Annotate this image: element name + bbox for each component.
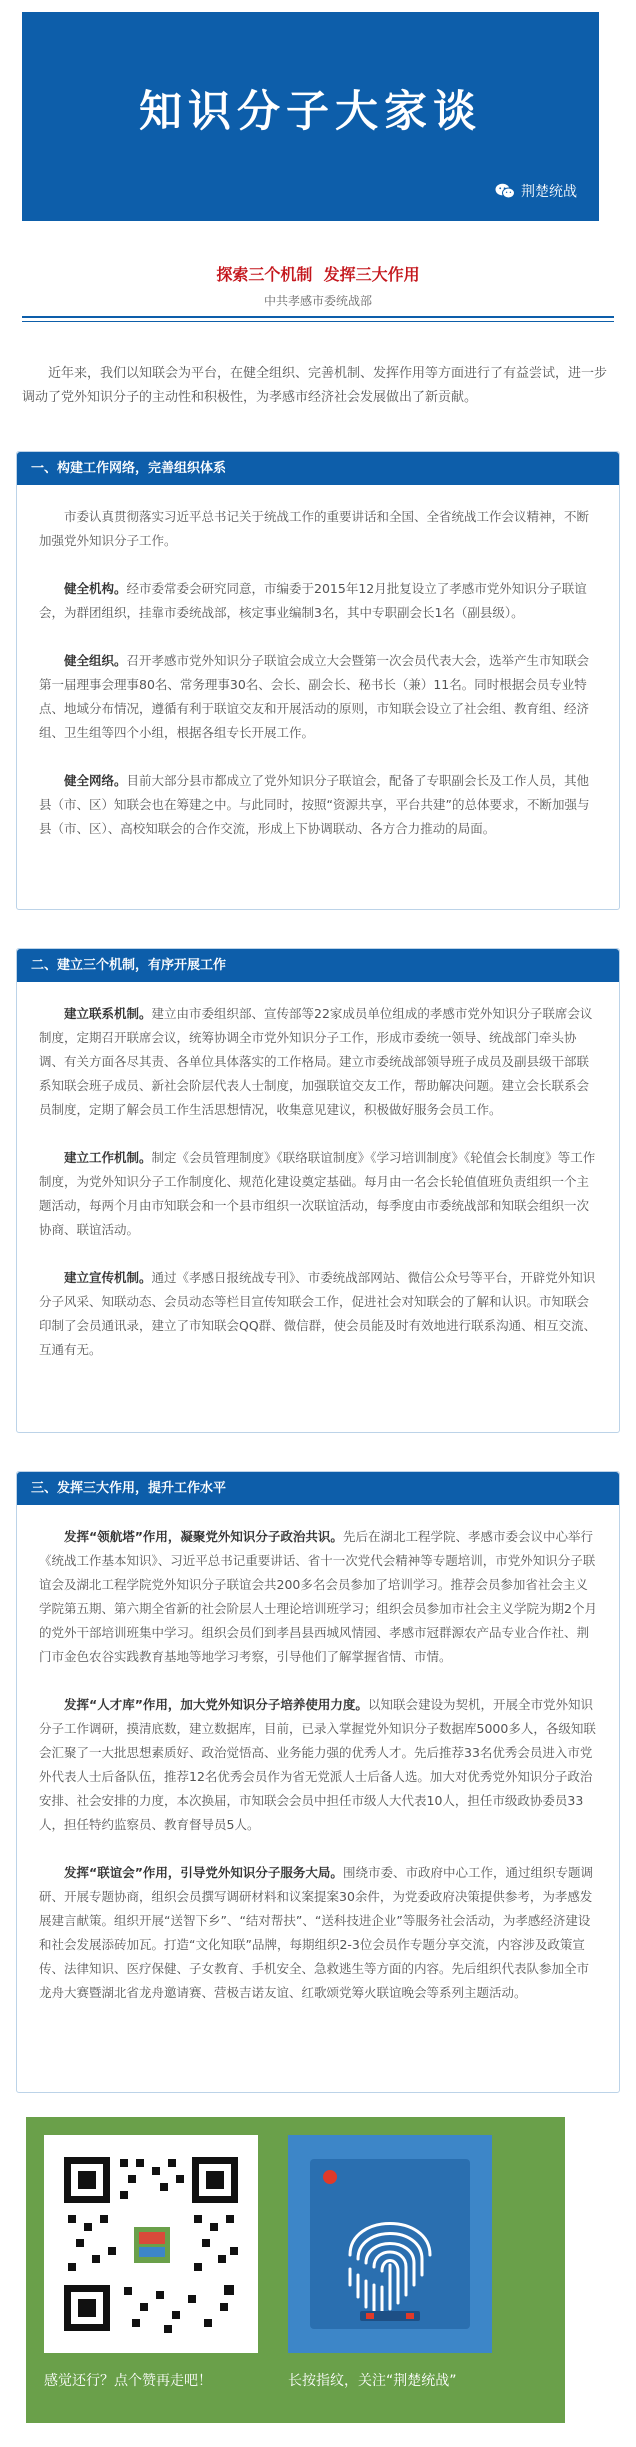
section-heading: 三、发挥三大作用，提升工作水平 <box>17 1472 619 1505</box>
paragraph-lead: 建立联系机制。 <box>64 1006 152 1021</box>
paragraph-lead: 建立工作机制。 <box>64 1150 152 1165</box>
wechat-icon <box>495 183 515 199</box>
section-paragraph: 发挥“联谊会”作用，引导党外知识分子服务大局。围绕市委、市政府中心工作，通过组织专题调研、开展专题协商，组织会员撰写调研材料和议案提案30余件，为党委政府决策提供参考，为孝感发展建言献策。组织开展“送智下乡”、“结对帮扶”、“送科技进企业”等服务社会活动，为孝感经济建设和社会发展添砖加瓦。打造“文化知联”品牌，每期组织2-3位会员作专题分享交流，内容涉及政策宣传、法律知识、医疗保健、子女教育、手机安全、急救逃生等方面的内容。先后组织代表队参加全市龙舟大赛暨湖北省龙舟邀请赛、营极吉诺友谊、红歌颂党筹火联谊晚会等系列主题活动。 <box>39 1865 593 2000</box>
section-card <box>16 948 620 1433</box>
fingerprint-button[interactable] <box>288 2135 492 2353</box>
fingerprint-icon <box>288 2135 492 2353</box>
section-body <box>17 1505 619 2005</box>
paragraph-lead: 发挥“领航塔”作用，凝聚党外知识分子政治共识。 <box>64 1529 343 1544</box>
banner-title: 知识分子大家谈 <box>139 87 482 137</box>
section-card <box>16 451 620 910</box>
brand-name: 荆楚统战 <box>521 184 577 200</box>
section-paragraph: 建立联系机制。建立由市委组织部、宣传部等22家成员单位组成的孝感市党外知识分子联席会议制度，定期召开联席会议，统筹协调全市党外知识分子工作，形成市委统一领导、统战部门牵头协调、有关方面各尽其责、各单位具体落实的工作格局。建立市委统战部领导班子成员及副县级干部联系知联会班子成员、新社会阶层代表人士制度，加强联谊交友工作，帮助解决问题。建立会长联系会员制度，定期了解会员工作生活思想情况，收集意见建议，积极做好服务会员工作。 <box>39 1006 593 1117</box>
section-body <box>17 485 619 841</box>
section-paragraph: 建立工作机制。制定《会员管理制度》《联络联谊制度》《学习培训制度》《轮值会长制度》等工作制度，为党外知识分子工作制度化、规范化建设奠定基础。每月由一名会长轮值值班负责组织一个主题活动，每两个月由市知联会和一个县市组织一次联谊活动，每季度由市委统战部和知联会组织一次协商、联谊活动。 <box>39 1150 596 1237</box>
section-paragraph: 建立宣传机制。通过《孝感日报统战专刊》、市委统战部网站、微信公众号等平台，开辟党外知识分子风采、知联动态、会员动态等栏目宣传知联会工作，促进社会对知联会的了解和认识。市知联会印制了会员通讯录，建立了市知联会QQ群、微信群，使会员能及时有效地进行联系沟通、相互交流、互通有无。 <box>39 1270 597 1357</box>
divider-thin <box>22 321 614 322</box>
qr-code-icon <box>44 2135 258 2353</box>
paragraph-lead: 建立宣传机制。 <box>64 1270 152 1285</box>
section-card <box>16 1471 620 2093</box>
follow-caption: 长按指纹，关注“荆楚统战” <box>288 2373 457 2389</box>
paragraph-lead: 健全组织。 <box>64 653 127 668</box>
brand-logo <box>495 181 577 201</box>
like-caption: 感觉还行？点个赞再走吧！ <box>44 2373 212 2389</box>
section-paragraph: 市委认真贯彻落实习近平总书记关于统战工作的重要讲话和全国、全省统战工作会议精神，不断加强党外知识分子工作。 <box>39 509 590 548</box>
paragraph-lead: 健全机构。 <box>64 581 127 596</box>
footer-panel <box>26 2117 565 2423</box>
header-banner <box>22 12 599 221</box>
qr-code[interactable] <box>44 2135 258 2353</box>
intro-paragraph: 近年来，我们以知联会为平台，在健全组织、完善机制、发挥作用等方面进行了有益尝试，进一步调动了党外知识分子的主动性和积极性，为孝感市经济社会发展做出了新贡献。 <box>22 366 608 405</box>
article-subtitle: 探索三个机制 发挥三大作用 <box>216 265 420 284</box>
section-paragraph: 健全机构。经市委常委会研究同意，市编委于2015年12月批复设立了孝感市党外知识分子联谊会，为群团组织，挂靠市委统战部，核定事业编制3名，其中专职副会长1名（副县级）。 <box>39 581 587 620</box>
article-source: 中共孝感市委统战部 <box>263 294 372 308</box>
divider-thick <box>22 316 614 318</box>
section-heading: 二、建立三个机制，有序开展工作 <box>17 949 619 982</box>
section-paragraph: 健全组织。召开孝感市党外知识分子联谊会成立大会暨第一次会员代表大会，选举产生市知联会第一届理事会理事80名、常务理事30名、会长、副会长、秘书长（兼）11名。同时根据会员专业特点、地域分布情况，遵循有利于联谊交友和开展活动的原则，市知联会设立了社会组、教育组、经济组、卫生组等四个小组，根据各组专长开展工作。 <box>39 653 590 740</box>
section-body <box>17 982 619 1362</box>
section-paragraph: 发挥“人才库”作用，加大党外知识分子培养使用力度。以知联会建设为契机，开展全市党外知识分子工作调研，摸清底数，建立数据库，目前，已录入掌握党外知识分子数据库5000多人，各级知联会汇聚了一大批思想素质好、政治觉悟高、业务能力强的优秀人才。先后推荐33名优秀会员进入市党外代表人士后备队伍，推荐12名优秀会员作为省无党派人士后备人选。加大对优秀党外知识分子政治安排、社会安排的力度，本次换届，市知联会会员中担任市级人大代表10人，担任市级政协委员33人，担任特约监察员、教育督导员5人。 <box>39 1697 596 1832</box>
paragraph-lead: 健全网络。 <box>64 773 127 788</box>
section-paragraph: 健全网络。目前大部分县市都成立了党外知识分子联谊会，配备了专职副会长及工作人员，其他县（市、区）知联会也在筹建之中。与此同时，按照“资源共享，平台共建”的总体要求，不断加强与县（市、区）、高校知联会的合作交流，形成上下协调联动、各方合力推动的局面。 <box>39 773 590 836</box>
paragraph-lead: 发挥“联谊会”作用，引导党外知识分子服务大局。 <box>64 1865 343 1880</box>
paragraph-lead: 发挥“人才库”作用，加大党外知识分子培养使用力度。 <box>64 1697 368 1712</box>
section-heading: 一、构建工作网络，完善组织体系 <box>17 452 619 485</box>
section-paragraph: 发挥“领航塔”作用，凝聚党外知识分子政治共识。先后在湖北工程学院、孝感市委会议中心举行《统战工作基本知识》、习近平总书记重要讲话、省十一次党代会精神等专题培训，市党外知识分子联谊会及湖北工程学院党外知识分子联谊会共200多名会员参加了培训学习。推荐会员参加省社会主义学院第五期、第六期全省新的社会阶层人士理论培训班学习；组织会员参加市社会主义学院为期2个月的党外干部培训班集中学习。组织会员们到孝昌县西城风情园、孝感市冠群源农产品专业合作社、荆门市金色农谷实践教育基地等地学习考察，引导他们了解掌握省情、市情。 <box>39 1529 597 1664</box>
